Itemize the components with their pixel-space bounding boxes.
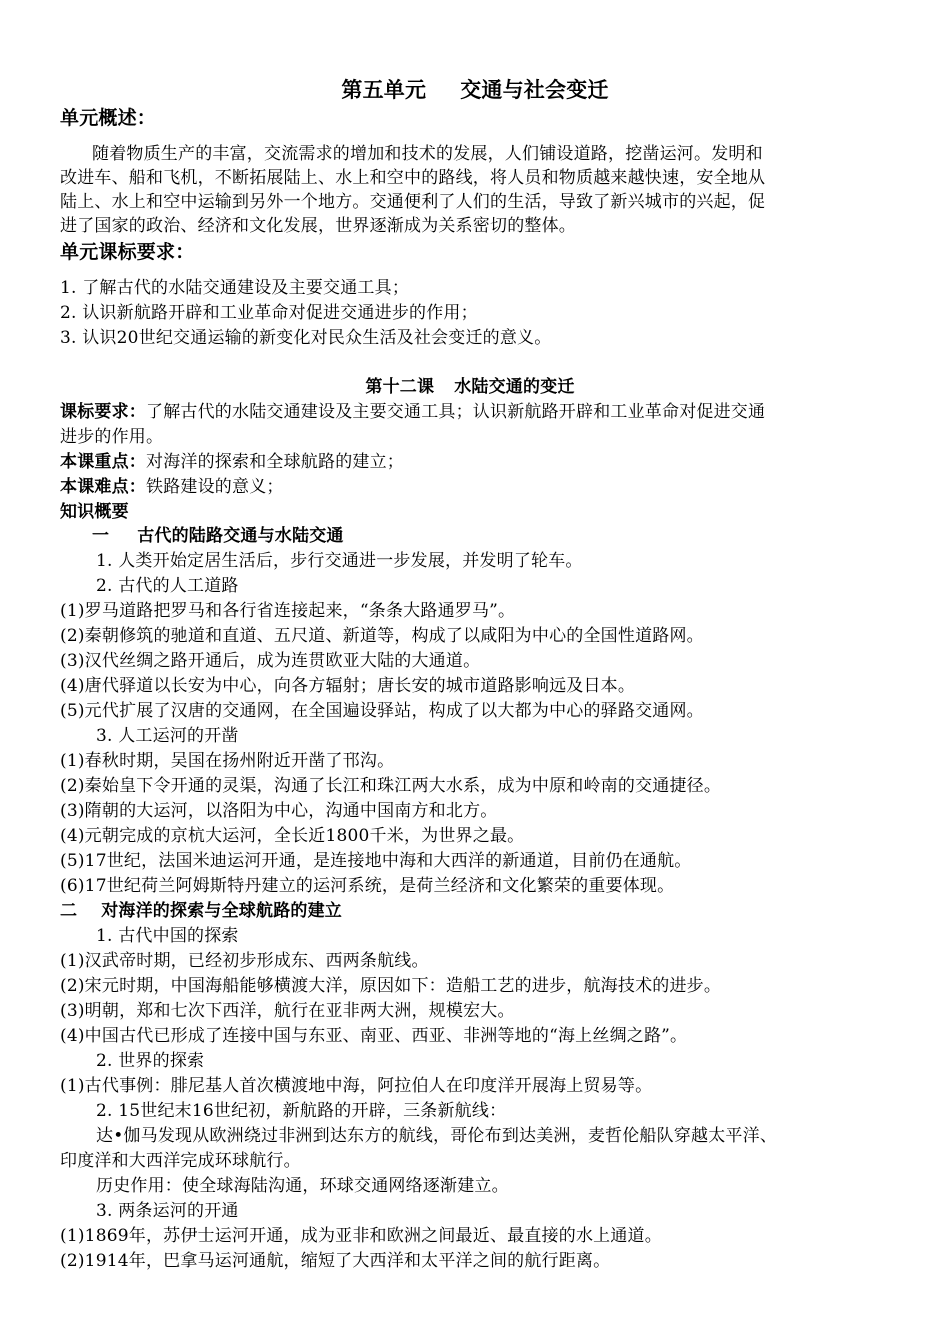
section2-line: (2)宋元时期，中国海船能够横渡大洋，原因如下：造船工艺的进步，航海技术的进步。 (60, 976, 722, 996)
lesson-title-number: 第十二课 (365, 377, 435, 397)
section2-line: (1)1869年，苏伊士运河开通，成为亚非和欧洲之间最近、最直接的水上通道。 (60, 1226, 662, 1246)
key-point-label: 本课重点： (60, 452, 146, 472)
section2-line: 达•伽马发现从欧洲绕过非洲到达东方的航线，哥伦布到达美洲，麦哲伦船队穿越太平洋、 (96, 1126, 778, 1146)
requirements-heading: 单元课标要求： (60, 241, 195, 263)
section2-line: 历史作用：使全球海陆沟通，环球交通网络逐渐建立。 (96, 1176, 509, 1196)
section2-line: 1. 古代中国的探索 (96, 926, 239, 946)
section2-line: 印度洋和大西洋完成环球航行。 (60, 1151, 301, 1171)
section1-line: (6)17世纪荷兰阿姆斯特丹建立的运河系统，是荷兰经济和文化繁荣的重要体现。 (60, 876, 675, 896)
lesson-title (80, 375, 860, 399)
difficulty-text: 铁路建设的意义； (146, 477, 284, 497)
section2-line: 2. 15世纪末16世纪初，新航路的开辟，三条新航线： (96, 1101, 507, 1121)
section1-line: 2. 古代的人工道路 (96, 576, 239, 596)
section2-heading (60, 899, 900, 923)
overview-paragraph-line: 进了国家的政治、经济和文化发展，世界逐渐成为关系密切的整体。 (60, 216, 576, 236)
section1-line: (4)元朝完成的京杭大运河，全长近1800千米，为世界之最。 (60, 826, 525, 846)
overview-paragraph-line: 陆上、水上和空中运输到另外一个地方。交通便利了人们的生活，导致了新兴城市的兴起，促 (60, 192, 766, 212)
section1-line: (1)罗马道路把罗马和各行省连接起来，“条条大路通罗马”。 (60, 601, 516, 621)
requirement-item: 1. 了解古代的水陆交通建设及主要交通工具； (60, 278, 410, 298)
section1-line: (4)唐代驿道以长安为中心，向各方辐射；唐长安的城市道路影响远及日本。 (60, 676, 636, 696)
lesson-difficulty (60, 475, 900, 499)
lesson-requirement-continued: 进步的作用。 (60, 427, 164, 447)
difficulty-label: 本课难点： (60, 477, 146, 497)
unit-title-number: 第五单元 (341, 78, 427, 102)
section1-line: (1)春秋时期，吴国在扬州附近开凿了邗沟。 (60, 751, 395, 771)
overview-heading: 单元概述： (60, 107, 157, 129)
lesson-requirement-label: 课标要求： (60, 402, 146, 422)
section2-title: 对海洋的探索与全球航路的建立 (101, 901, 343, 921)
requirement-item: 2. 认识新航路开辟和工业革命对促进交通进步的作用； (60, 303, 478, 323)
section1-title: 古代的陆路交通与水陆交通 (137, 526, 344, 546)
overview-paragraph-line: 随着物质生产的丰富，交流需求的增加和技术的发展，人们铺设道路，挖凿运河。发明和 (92, 144, 763, 164)
requirement-item: 3. 认识20世纪交通运输的新变化对民众生活及社会变迁的意义。 (60, 328, 552, 348)
lesson-key-point (60, 450, 900, 474)
section1-line: (3)汉代丝绸之路开通后，成为连贯欧亚大陆的大通道。 (60, 651, 481, 671)
section1-line: (2)秦始皇下令开通的灵渠，沟通了长江和珠江两大水系，成为中原和岭南的交通捷径。 (60, 776, 722, 796)
section2-line: (3)明朝，郑和七次下西洋，航行在亚非两大洲，规模宏大。 (60, 1001, 515, 1021)
section2-line: 3. 两条运河的开通 (96, 1201, 239, 1221)
section1-line: (3)隋朝的大运河，以洛阳为中心，沟通中国南方和北方。 (60, 801, 498, 821)
section1-number: 一 (92, 526, 110, 546)
section2-number: 二 (60, 901, 78, 921)
section1-line: 3. 人工运河的开凿 (96, 726, 239, 746)
unit-title-text: 交通与社会变迁 (460, 78, 609, 102)
section1-heading (92, 524, 932, 548)
section2-line: (4)中国古代已形成了连接中国与东亚、南亚、西亚、非洲等地的“海上丝绸之路”。 (60, 1026, 688, 1046)
section2-line: (2)1914年，巴拿马运河通航，缩短了大西洋和太平洋之间的航行距离。 (60, 1251, 611, 1271)
section2-line: 2. 世界的探索 (96, 1051, 205, 1071)
section2-line: (1)汉武帝时期，已经初步形成东、西两条航线。 (60, 951, 429, 971)
knowledge-summary-label: 知识概要 (60, 502, 129, 522)
section1-line: (2)秦朝修筑的驰道和直道、五尺道、新道等，构成了以咸阳为中心的全国性道路网。 (60, 626, 704, 646)
unit-title (150, 78, 800, 102)
section2-line: (1)古代事例：腓尼基人首次横渡地中海，阿拉伯人在印度洋开展海上贸易等。 (60, 1076, 653, 1096)
lesson-title-text: 水陆交通的变迁 (454, 377, 575, 397)
lesson-requirement-text: 了解古代的水陆交通建设及主要交通工具；认识新航路开辟和工业革命对促进交通 (146, 402, 766, 422)
section1-line: (5)17世纪，法国米迪运河开通，是连接地中海和大西洋的新通道，目前仍在通航。 (60, 851, 692, 871)
overview-paragraph-line: 改进车、船和飞机，不断拓展陆上、水上和空中的路线，将人员和物质越来越快速，安全地从 (60, 168, 766, 188)
key-point-text: 对海洋的探索和全球航路的建立； (146, 452, 404, 472)
lesson-requirement (60, 400, 900, 424)
section1-line: (5)元代扩展了汉唐的交通网，在全国遍设驿站，构成了以大都为中心的驿路交通网。 (60, 701, 704, 721)
section1-line: 1. 人类开始定居生活后，步行交通进一步发展，并发明了轮车。 (96, 551, 583, 571)
